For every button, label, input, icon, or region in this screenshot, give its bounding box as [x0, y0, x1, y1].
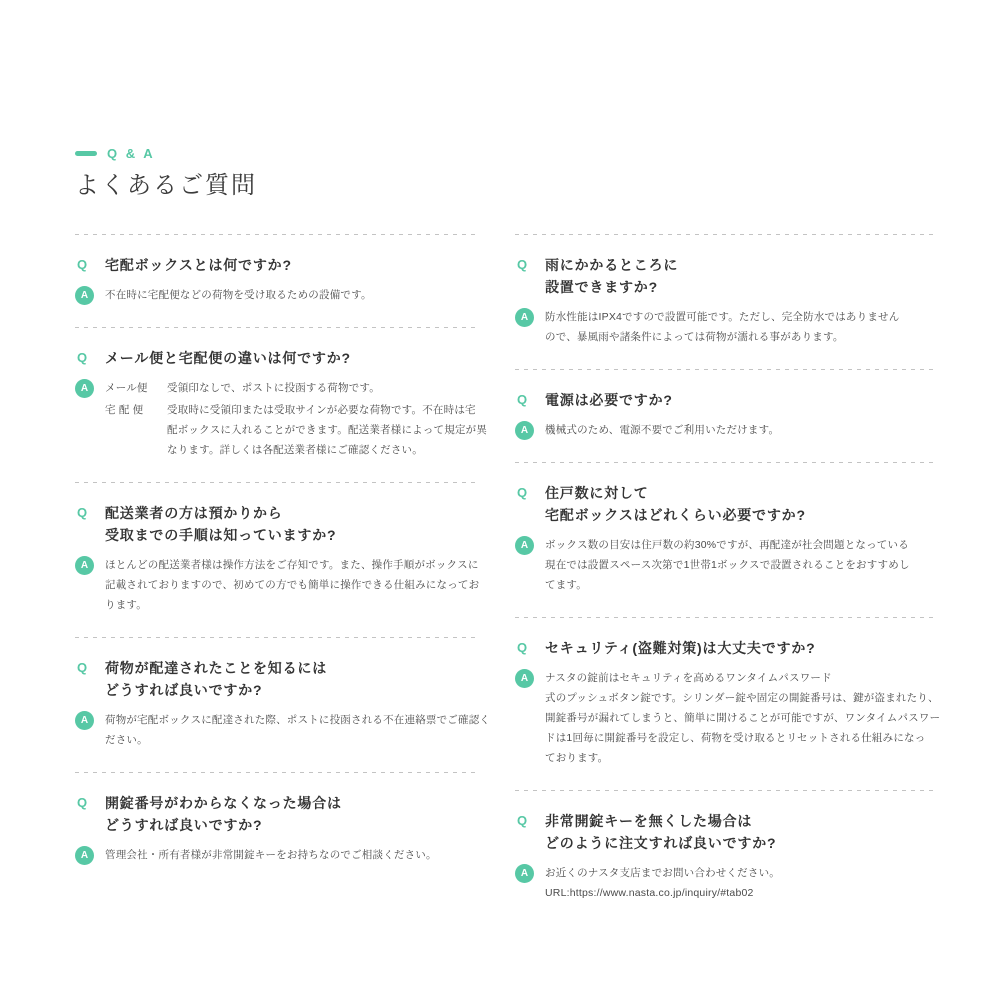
faq-column-left: [75, 234, 491, 887]
answer-row: [515, 863, 935, 903]
q-badge-cell: [515, 810, 545, 832]
text-line: ので、暴風雨や諸条件によっては荷物が濡れる事があります。: [545, 331, 844, 343]
qa-item: [515, 463, 935, 617]
a-icon: A: [75, 556, 94, 575]
text-line: 機械式のため、電源不要でご利用いただけます。: [545, 424, 780, 436]
q-badge-cell: [515, 389, 545, 411]
text-line: ボックス数の目安は住戸数の約30%ですが、再配達が社会問題となっている: [545, 539, 909, 551]
a-badge-cell: [515, 863, 545, 883]
text-line: セキュリティ(盗難対策)は大丈夫ですか?: [545, 640, 816, 656]
definition-row: [105, 378, 487, 398]
q-icon: Q: [517, 485, 528, 500]
question-row: [75, 502, 480, 546]
text-line: 式のプッシュボタン錠です。シリンダー錠や固定の開錠番号は、鍵が盗まれたり、: [545, 692, 939, 704]
page-title: よくあるご質問: [75, 172, 257, 199]
a-icon: A: [515, 536, 534, 555]
text-line: 現在では設置スペース次第で1世帯1ボックスで設置されることをおすすめし: [545, 559, 910, 571]
definition-desc: [167, 400, 487, 460]
a-badge-cell: [75, 845, 105, 865]
text-line: 防水性能はIPX4ですので設置可能です。ただし、完全防水ではありません: [545, 311, 900, 323]
answer-text: [105, 378, 487, 460]
question-text: [545, 254, 678, 298]
text-line: 荷物が配達されたことを知るには: [105, 660, 327, 676]
question-row: [75, 657, 480, 701]
q-icon: Q: [77, 257, 88, 272]
answer-text: [545, 535, 935, 595]
q-icon: Q: [517, 392, 528, 407]
text-line: 配ボックスに入れることができます。配送業者様によって規定が異: [167, 424, 488, 436]
qa-item: [515, 235, 935, 369]
answer-text: [105, 710, 490, 750]
answer-text: [545, 668, 940, 768]
q-icon: Q: [77, 795, 88, 810]
faq-columns: [75, 234, 941, 925]
accent-dash-icon: [75, 151, 97, 156]
section-eyebrow-row: [75, 145, 935, 161]
question-text: [105, 347, 351, 369]
qa-item: [75, 638, 491, 772]
question-text: [545, 482, 806, 526]
a-icon: A: [75, 286, 94, 305]
q-icon: Q: [77, 505, 88, 520]
text-line: 記載されておりますので、初めての方でも簡単に操作できる仕組みになってお: [105, 579, 480, 591]
a-badge-cell: [515, 307, 545, 327]
q-badge-cell: [515, 637, 545, 659]
a-icon: A: [515, 421, 534, 440]
definition-row: [105, 400, 487, 460]
answer-text: [105, 285, 480, 305]
question-row: [515, 389, 935, 411]
a-icon: A: [75, 846, 94, 865]
page-header: [75, 145, 935, 202]
question-row: [515, 810, 935, 854]
a-badge-cell: [75, 710, 105, 730]
answer-text: [545, 307, 935, 347]
q-badge-cell: [515, 482, 545, 504]
question-text: [545, 810, 776, 854]
a-badge-cell: [515, 668, 545, 688]
text-line: ております。: [545, 752, 609, 764]
question-row: [75, 792, 480, 836]
text-line: 受取までの手順は知っていますか?: [105, 527, 337, 543]
qa-item: [75, 328, 488, 482]
answer-row: [75, 555, 480, 615]
qa-item: [515, 791, 935, 925]
a-badge-cell: [515, 535, 545, 555]
text-line: 不在時に宅配便などの荷物を受け取るための設備です。: [105, 289, 372, 301]
answer-text: [545, 863, 935, 903]
a-icon: A: [75, 711, 94, 730]
answer-row: [515, 668, 941, 768]
qa-item: [75, 773, 480, 887]
text-line: 電源は必要ですか?: [545, 392, 673, 408]
question-row: [515, 482, 935, 526]
answer-text: [105, 845, 480, 865]
q-badge-cell: [75, 502, 105, 524]
text-line: メール便と宅配便の違いは何ですか?: [105, 350, 351, 366]
answer-row: [75, 285, 480, 305]
a-icon: A: [515, 669, 534, 688]
text-line: 開錠番号がわからなくなった場合は: [105, 795, 342, 811]
question-row: [75, 347, 480, 369]
a-icon: A: [515, 864, 534, 883]
q-badge-cell: [75, 254, 105, 276]
text-line: 設置できますか?: [545, 279, 658, 295]
q-badge-cell: [75, 792, 105, 814]
text-line: 非常開錠キーを無くした場合は: [545, 813, 753, 829]
text-line: 管理会社・所有者様が非常開錠キーをお持ちなのでご相談ください。: [105, 849, 437, 861]
question-text: [105, 792, 342, 836]
definition-desc: [167, 378, 487, 398]
text-line: どうすれば良いですか?: [105, 817, 263, 833]
a-badge-cell: [515, 420, 545, 440]
question-text: [105, 657, 327, 701]
text-line: 荷物が宅配ボックスに配達された際、ポストに投函される不在連絡票でご確認く: [105, 714, 491, 726]
a-badge-cell: [75, 555, 105, 575]
text-line: てます。: [545, 579, 587, 591]
qa-item: [515, 370, 935, 462]
faq-content: [75, 145, 941, 925]
answer-row: [515, 420, 935, 440]
q-icon: Q: [77, 350, 88, 365]
q-icon: Q: [517, 257, 528, 272]
text-line: 配送業者の方は預かりから: [105, 505, 283, 521]
text-line: ドは1回毎に開錠番号を設定し、荷物を受け取るとリセットされる仕組みになっ: [545, 732, 926, 744]
answer-text: [105, 555, 480, 615]
q-badge-cell: [75, 657, 105, 679]
text-line: 住戸数に対して: [545, 485, 649, 501]
q-badge-cell: [515, 254, 545, 276]
question-text: [105, 502, 336, 546]
question-text: [545, 637, 815, 659]
a-badge-cell: [75, 285, 105, 305]
question-row: [75, 254, 480, 276]
definition-term: 宅 配 便: [105, 404, 144, 416]
answer-row: [75, 845, 480, 865]
answer-row: [515, 535, 935, 595]
text-line: ほとんどの配送業者様は操作方法をご存知です。また、操作手順がボックスに: [105, 559, 479, 571]
question-row: [515, 637, 935, 659]
q-icon: Q: [77, 660, 88, 675]
section-eyebrow: Q & A: [107, 145, 156, 161]
answer-row: [75, 710, 491, 750]
text-line: 宅配ボックスはどれくらい必要ですか?: [545, 507, 806, 523]
a-badge-cell: [75, 378, 105, 398]
q-icon: Q: [517, 640, 528, 655]
text-line: ださい。: [105, 734, 148, 746]
text-line: どのように注文すれば良いですか?: [545, 835, 777, 851]
faq-column-right: [515, 234, 941, 925]
text-line: 開錠番号が漏れてしまうと、簡単に開けることが可能ですが、ワンタイムパスワー: [545, 712, 941, 724]
a-icon: A: [75, 379, 94, 398]
text-line: なります。詳しくは各配送業者様にご確認ください。: [167, 444, 423, 456]
text-line: ナスタの錠前はセキュリティを高めるワンタイムパスワード: [545, 672, 832, 684]
answer-text: [545, 420, 935, 440]
question-text: [105, 254, 292, 276]
text-line: URL:https://www.nasta.co.jp/inquiry/#tab02: [545, 887, 754, 899]
text-line: ります。: [105, 599, 147, 611]
text-line: 雨にかかるところに: [545, 257, 679, 273]
question-text: [545, 389, 673, 411]
a-icon: A: [515, 308, 534, 327]
text-line: どうすれば良いですか?: [105, 682, 263, 698]
answer-row: [515, 307, 935, 347]
qa-item: [75, 235, 480, 327]
text-line: 受取時に受領印または受取サインが必要な荷物です。不在時は宅: [167, 404, 476, 416]
q-icon: Q: [517, 813, 528, 828]
qa-item: [515, 618, 941, 790]
qa-item: [75, 483, 480, 637]
q-badge-cell: [75, 347, 105, 369]
answer-row: [75, 378, 488, 460]
text-line: 受領印なしで、ポストに投函する荷物です。: [167, 382, 380, 394]
text-line: お近くのナスタ支店までお問い合わせください。: [545, 867, 780, 879]
question-row: [515, 254, 935, 298]
text-line: 宅配ボックスとは何ですか?: [105, 257, 292, 273]
definition-term: メール便: [105, 382, 148, 394]
